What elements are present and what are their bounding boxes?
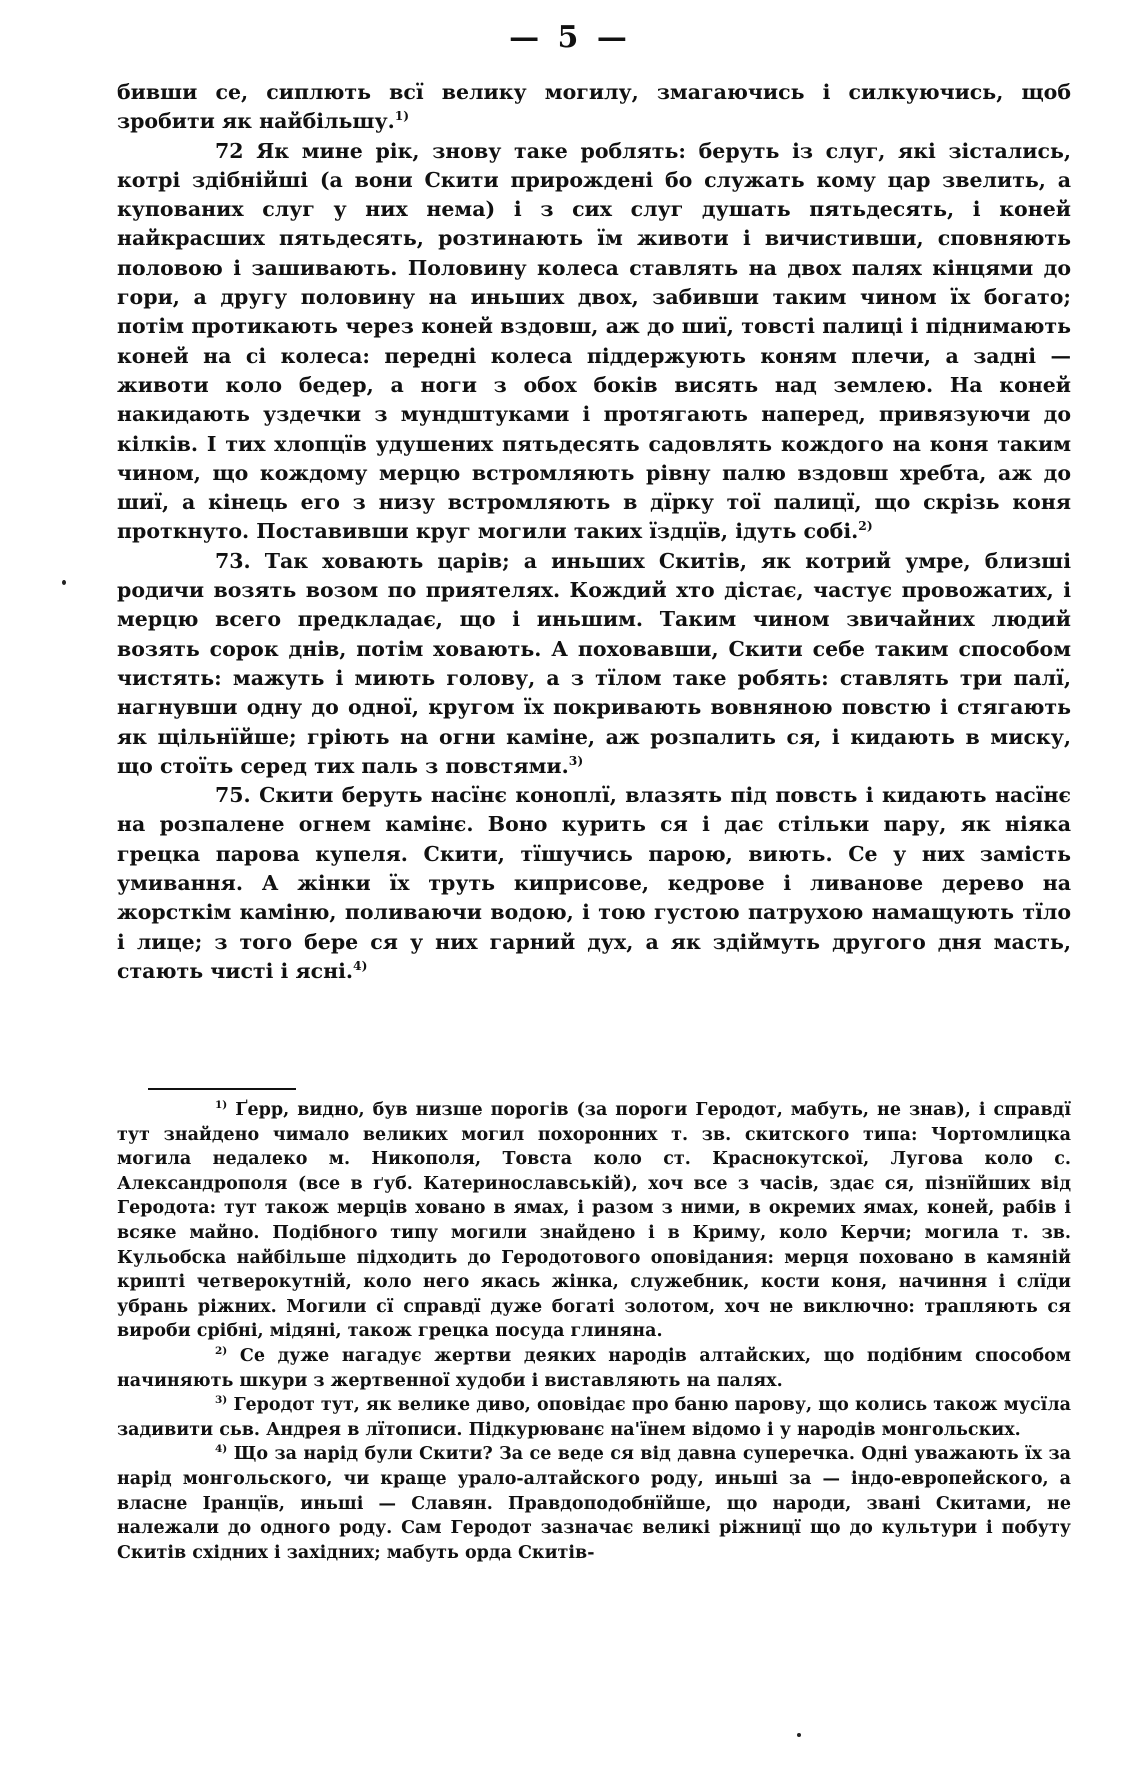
page-number: — 5 — <box>509 20 631 55</box>
paragraph-continuation <box>117 78 1071 137</box>
footnote-1 <box>117 1098 1071 1344</box>
paragraph-text: 72 Як мине рік, знову таке роблять: беруть із слуг, які зістались, котрі здібнійші (а вони Скити прирождені бо служать кому цар звелить, а купованих слуг у них нема) і з сих слуг душать пятьдесять, і коней найкрасших пятьдесять, розтинають їм животи і вичистивши, сповняють половою і зашивають. Половину колеса ставлять на двох палях кінцями до гори, а другу половину на иньших двох, забивши таким чином їх богато; потім протикають через коней вздовш, аж до шиї, товсті палиці і піднимають коней на сі колеса: передні колеса піддержують коням плечи, а задні — животи коло бедер, а ноги з обох боків висять над землею. На коней накидають уздечки з мундштуками і протягають наперед, привязуючи до кілків. І тих хлопцїв удушених пятьдесять садовлять кождого на коня таким чином, що кождому мерцю встромляють рівну палю вздовш хребта, аж до шиї, а кінець его з низу встромляють в дїрку тої палицї, що скрізь коня проткнуто. Поставивши круг могили таких їздцїв, ідуть собі. <box>117 138 1071 544</box>
footnote-ref: 3) <box>568 753 584 768</box>
footnote-mark: 2) <box>215 1345 228 1358</box>
footnote-3 <box>117 1393 1071 1442</box>
footnote-2 <box>117 1344 1071 1393</box>
print-speck <box>797 1733 801 1737</box>
footnote-4 <box>117 1442 1071 1565</box>
footnote-text: Ґерр, видно, був низше порогів (за пороги Геродот, мабуть, не знав), і справдї тут знайдено чимало великих могил похоронних т. зв. скитского типа: Чортомлицка могила недалеко м. Никополя, Товста коло ст. Краснокутскої, Лугова коло с. Александрополя (все в ґуб. Катеринославській), хоч все з часів, здає ся, пізнїйших від Геродота: тут також мерців ховано в ямах, і разом з ними, в окремих ямах, коней, рабів і всяке майно. Подібного типу могили знайдено і в Криму, коло Керчи; могила т. зв. Кульобска найбільше підходить до Геродотового оповідания: мерця поховано в камяній крипті четверокутній, коло него якась жінка, служебник, кости коня, начиння і слїди убрань ріжних. Могили сї справдї дуже богаті золотом, хоч не виключно: трапляють ся вироби срібні, мідяні, також грецка посуда глиняна. <box>117 1100 1071 1342</box>
paragraph-75 <box>117 781 1071 986</box>
footnote-mark: 1) <box>215 1099 228 1112</box>
paragraph-text: 75. Скити беруть насїнє коноплї, влазять під повсть і кидають насїнє на розпалене огнем камінє. Воно курить ся і дає стільки пару, як ніяка грецка парова купеля. Скити, тїшучись парою, виють. Се у них замість умивання. А жінки їх труть киприсове, кедрове і ливанове дерево на жорсткім каміню, поливаючи водою, і тою густою патрухою намащують тїло і лице; з того бере ся у них гарний дух, а як здіймуть другого дня масть, стають чисті і ясні. <box>117 783 1071 983</box>
main-text <box>117 78 1071 986</box>
footnote-divider <box>148 1088 296 1090</box>
paragraph-text: 73. Так ховають царів; а иньших Скитів, як котрий умре, близші родичи возять возом по приятелях. Кождий хто дістає, частує провожатих, і мерцю всего предкладає, що і иньшим. Таким чином звичайних людий возять сорок днів, потім ховають. А поховавши, Скити себе таким способом чистять: мажуть і миють голову, а з тїлом таке робять: ставлять три палї, нагнувши одну до одної, кругом їх покривають вовняною повстю і стягають як щільнїйше; гріють на огни каміне, аж розпалить ся, і кидають в миску, що стоїть серед тих паль з повстями. <box>117 548 1071 778</box>
print-speck <box>62 580 66 585</box>
footnote-mark: 4) <box>215 1443 228 1456</box>
paragraph-72 <box>117 137 1071 547</box>
paragraph-73 <box>117 547 1071 781</box>
footnote-ref: 2) <box>858 518 873 534</box>
footnotes <box>117 1098 1071 1565</box>
paragraph-text: бивши се, сиплють всї велику могилу, змагаючись і силкуючись, щоб зробити як найбільшу. <box>117 80 1071 134</box>
footnote-ref: 4) <box>353 958 368 974</box>
footnote-text: Се дуже нагадує жертви деяких народів алтайских, що подібним способом начиняють шкури з жертвенної худоби і виставляють на палях. <box>117 1345 1072 1391</box>
footnote-text: Що за нарід були Скити? За се веде ся від давна суперечка. Одні уважають їх за нарід монгольского, чи краще урало-алтайского роду, иньші за — індо-европейского, а власне Іранцїв, иньші — Славян. Правдоподобнїйше, що народи, звані Скитами, не належали до одного роду. Сам Геродот зазначає великі ріжницї що до культури і побуту Скитів східних і західних; мабуть орда Скитів- <box>117 1444 1072 1563</box>
footnote-text: Геродот тут, як велике диво, оповідає про баню парову, що колись також мусїла задивити сьв. Андрея в лїтописи. Підкурюванє на'їнем відомо і у народів монгольских. <box>117 1395 1071 1440</box>
footnote-mark: 3) <box>215 1394 228 1407</box>
footnote-ref: 1) <box>394 108 410 124</box>
